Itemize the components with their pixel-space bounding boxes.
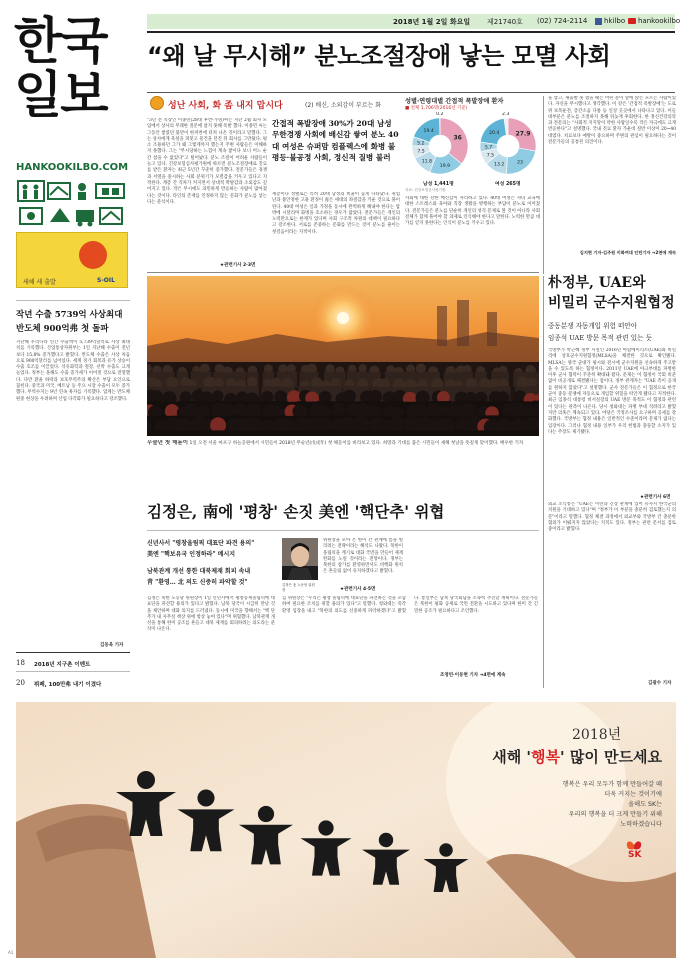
index-page: 20: [16, 679, 25, 687]
pie-value-label: 11.8: [421, 159, 432, 165]
chart-source: 자료: 건강보험심사평가원: [405, 188, 446, 192]
pie-value-label: 19.4: [423, 129, 434, 135]
index-item[interactable]: [16, 656, 130, 672]
date-bar: [147, 14, 681, 29]
ad-slogan-post: ' 많이 만드세요: [560, 748, 662, 766]
chart-title: 성별·연령대별 간접적 폭발장애 환자: [405, 98, 504, 105]
pie-value-label: 0.2: [436, 112, 444, 118]
index-title: 뷔페, 100만弗 내기 이겼다: [34, 682, 102, 688]
masthead-rule: [147, 31, 675, 33]
left-rule: [16, 300, 130, 301]
column-divider: [543, 96, 544, 274]
uae-headline-2[interactable]: 비밀리 군수지원협정: [548, 295, 675, 311]
sk-butterfly-icon: [626, 836, 642, 848]
chart-subtitle: ■ 전체 1,706명(2016년 기준): [405, 106, 468, 111]
uae-sub-1: 중동분쟁 자동개입 위험 떠안아: [548, 322, 638, 330]
family-pictogram-icon: [16, 178, 128, 228]
ad-slogan-pre: 새해 ': [492, 748, 532, 766]
site-url[interactable]: HANKOOKILBO.COM: [16, 162, 129, 173]
uae-sub-2: 임종석 UAE 방문 목적 관련 있는 듯: [548, 334, 652, 342]
pie-value-label: 36: [453, 134, 462, 142]
sk-brand: SK: [628, 850, 642, 860]
pictogram-strip: [16, 178, 128, 228]
page-number: A1: [8, 950, 14, 955]
pie-value-label: 27.9: [515, 130, 531, 138]
nk-related: ★관련기사 4·5면: [340, 587, 376, 592]
main-story-pull-quote: 간접적 폭발장애 30%가 20대 남성 무한경쟁 사회에 배신감 쌓여 분노 40대 여성은 슈퍼맘 컴플렉스에 화병 불평등·불공정 사회, 정신적 질병 불러: [272, 119, 399, 163]
index-page: 18: [16, 659, 25, 667]
sk-advertisement[interactable]: [16, 702, 676, 958]
ad-slogan-emphasis: 행복: [531, 748, 561, 766]
sun-icon: [79, 241, 107, 269]
main-story-column-1: "3년 전 직장인 이종민(28대 후반-가명)씨는 지난 2월 회사 모임에서 상사의 무례한 질문에 참지 못해 폭발 했다. 이종민 씨는 그동안 쌓였던 불만이 한꺼번에 터져 나온 것이라고 말했다. 그는 상사에게 욕설을 퍼붓고 물건을 던진 뒤 회사를 그만뒀다. 평소 조용하던 그가 왜 그렇게까지 했는지 주변 사람들은 이해하지 못했다. 그는 "무시당하는 느낌이 계속 쌓이다 보니 어느 순간 참을 수 없었다"고 털어놨다. 분노 조절이 어려운 사람들이 늘고 있다. 건강보험심사평가원에 따르면 분노조절장애로 진료를 받은 환자는 최근 5년간 꾸준히 증가했다. 전문가들은 경쟁과 서열을 중시하는 사회 분위기가 모멸감을 키우고 있다고 지적한다. 계층 간 격차가 커지면서 상대적 박탈감과 소외감도 깊어지고 있다. 작은 무시에도 과민하게 반응하는 사람이 많아졌다는 것이다. 타인의 존재를 인정하지 않는 문화가 분노를 낳는다는 분석이다.: [147, 118, 267, 205]
nk-body-1: 김정은 북한 노동당 위원장이 1일 신년사에서 평창동계올림픽에 대표단을 파견할 용의가 있다고 밝혔다. 남북 당국이 시급히 만날 것을 제안하며 대화 의지를 드러냈다. 동시에 미국을 향해서는 "핵 단추가 내 사무실 책상 위에 항상 놓여 있다"며 위협했다. 남북관계 개선을 통해 한미 공조를 흔들고 대북 제재를 회피하려는 의도라는 분석이 나온다.: [147, 596, 275, 633]
chart-male-caption: 남성 1,441명: [423, 182, 454, 187]
main-story-column-4: 을 낳고, 새출발 못 했을 때는 어떤 분이 옆에 앉은 모르는 사람이었다. 자신을 무시했다고 생각했다. 이 같은 '간접적 폭발장애'는 도로 위 보복운전, 층간소음 다툼 등 일상 곳곳에서 나타나고 있다. 이들 대부분은 분노를 조절하지 못해 뒤늦게 후회한다. 한 정신건강의학과 전문의는 "사회적 지지망이 약한 사람일수록 작은 자극에도 크게 반응한다"고 설명했다. 국내 진료 환자 가운데 절반 이상이 20~40대였다. 치료보다 예방이 중요하며 주변의 관심이 필요하다는 것이 전문가들의 공통된 의견이다.: [548, 96, 676, 146]
headline-rule: [147, 92, 675, 93]
uae-reporter: 김광수 기자: [648, 681, 672, 686]
pie-value-label: 19.9: [439, 163, 451, 169]
nk-headline[interactable]: 김정은, 南에 '평창' 손짓 美엔 '핵단추' 위협: [147, 502, 445, 521]
export-body: 지난해 우리나라 연간 수출액이 5,739억달러로 사상 최대치를 기록했다. 산업통상자원부는 1일 지난해 수출이 전년보다 15.8% 증가했다고 밝혔다. 반도체 수출은 사상 처음으로 900억달러를 넘어섰다. 세계 경기 회복과 유가 상승이 수출 호조를 이끌었다. 석유화학과 철강, 선박 수출도 크게 늘었다. 정부는 올해도 수출 증가세가 이어질 것으로 전망했다. 다만 환율 하락과 보호무역주의 확산은 부담 요인으로 꼽힌다. 중국과 미국, 베트남 등 주요 시장 수출이 모두 증가했다. 무역수지는 9년 연속 흑자를 기록했다. 업계는 반도체 편중 현상을 우려하며 산업 다각화가 필요하다고 강조했다.: [16, 340, 130, 402]
facebook-handle[interactable]: hkilbo: [604, 17, 626, 25]
series-subtitle: (2) 배신, 소외감이 부르는 화: [305, 102, 381, 109]
nk-sub-1: 신년사서 "평창올림픽 대표단 파견 용의": [147, 540, 255, 547]
pie-value-label: 23: [517, 160, 523, 166]
sponsor-text: 새해 새 출발: [23, 279, 56, 286]
ad-copy-line-5: 노력하겠습니다: [620, 821, 662, 828]
issue-number: 제21740호: [487, 18, 523, 26]
ad-year: 2018년: [572, 727, 622, 743]
ad-copy: [482, 780, 662, 830]
sponsor-banner[interactable]: [16, 232, 128, 288]
nk-sub-4: 靑 "환영… 北 의도 신중히 파악할 것": [147, 579, 248, 586]
index-title: 2018년 지구촌 이벤트: [34, 662, 91, 668]
ad-copy-line-2: 더욱 커지는 것이기에: [604, 791, 662, 798]
nk-body-3: 김 위원장은 "우리는 평창 올림픽에 대표단을 파견하는 것을 포함하여 필요한 조치를 취할 용의가 있다"고 말했다. 청와대는 즉각 환영 입장을 내고 "북한의 의도를 신중하게 파악하겠다"고 밝혔다. 통일부는 남북 당국회담을 조속히 추진할 계획이다. 전문가들은 북한이 평화 공세로 국면 전환을 시도하고 있다며 한미 간 긴밀한 공조가 필요하다고 조언했다.: [282, 596, 538, 614]
pie-value-label: 5.7: [484, 145, 493, 151]
logo-line-2: 일보: [14, 66, 107, 124]
main-story-byline: 김지현 기자·김주원 이화여대 인턴기자 ➔2면에 계속: [579, 250, 676, 255]
sponsor-brand: S-OIL: [97, 277, 115, 284]
nk-body-2: 위원장을 모아 온 한미 간 관계에 틈을 벌리려는 전략이라는 해석도 나왔다. 북한이 올림픽을 계기로 대화 국면을 만들어 제재 완화를 노릴 것이라는 전망이다. 정부는 북한의 참가를 환영하면서도 비핵화 원칙은 흔들림 없이 유지하겠다고 밝혔다.: [323, 538, 403, 575]
kim-portrait: [282, 538, 318, 580]
series-kicker: 성난 사회, 화 좀 내지 맙시다: [168, 101, 283, 111]
phone-number: (02) 724-2114: [537, 17, 588, 25]
crowd-sunrise-image: [147, 276, 539, 436]
ad-copy-line-1: 행복은 우리 모두가 함께 만들어갈 때: [562, 781, 662, 788]
uae-headline-1[interactable]: 朴정부, UAE와: [548, 275, 646, 291]
pie-value-label: 13.2: [494, 162, 505, 168]
export-reporter: 김동욱 기자: [100, 643, 124, 648]
photo-caption-label: 무술년 첫 해돋이: [147, 440, 189, 446]
pie-value-label: 2.3: [501, 112, 510, 118]
issue-date: 2018년 1월 2일 화요일: [393, 18, 471, 26]
pie-value-label: 7.5: [417, 149, 425, 155]
facebook-icon: [595, 18, 602, 25]
main-story-column-2: 계층이나 성별로는 특히 20대 남성의 비율이 높게 나타났다. 취업난과 불안정한 고용 환경이 젊은 세대의 좌절감을 키운 것으로 풀이된다. 40대 여성은 일과 가정을 동시에 완벽하게 해내야 한다는 압박에 시달리며 화병을 호소하는 경우가 많았다. 전문가들은 개인의 노력만으로는 한계가 있다며 사회 구조적 차원의 대책이 필요하다고 강조한다. 서로를 존중하는 문화를 만드는 것이 분노를 줄이는 첫걸음이라는 지적이다.: [272, 192, 400, 235]
ad-slogan: [492, 746, 662, 767]
nk-rule: [147, 530, 539, 531]
index-rule: [16, 652, 130, 653]
main-story-related: ★관련기사 2·3면: [220, 263, 256, 268]
youtube-icon: [628, 18, 636, 24]
sunrise-photo: [147, 276, 539, 436]
export-headline-1[interactable]: 작년 수출 5739억 사상최대: [16, 310, 123, 320]
newspaper-logo: [14, 14, 130, 122]
section-rule-1: [147, 272, 539, 273]
nk-sub-3: 남북관계 개선 통한 대북제재 회피 속내: [147, 568, 251, 575]
nk-sub-2: 美엔 "핵보유국 인정하라" 메시지: [147, 551, 236, 558]
logo-line-1: 한국: [14, 12, 107, 70]
nk-reporter: 조영빈·이동현 기자 ➔4면에 계속: [440, 673, 506, 678]
uae-body-2: 외교 소식통은 "UAE는 이란과 긴장 관계에 있어 유사시 한국군의 지원을 기대하고 있다"며 "정부가 이 부분을 충분히 검토했는지 의문"이라고 말했다. 협정 체결 과정에서 외교부와 국방부 간 충분한 협의가 이뤄지지 않았다는 지적도 있다. 정부는 관련 문서를 검토 중이라고 밝혔다.: [548, 502, 676, 533]
youtube-handle[interactable]: hankookilbo: [638, 17, 681, 25]
index-item[interactable]: [16, 676, 130, 692]
portrait-image: [282, 538, 318, 580]
kim-portrait-caption: 김정은 北 노동당 위원장: [282, 583, 315, 592]
pie-value-label: 7.5: [486, 153, 495, 159]
chart-female-caption: 여성 265명: [495, 182, 521, 187]
main-story-column-3: 사회에 대한 강한 배신감이 자리하고 있다. 40대 여성은 자녀 교육에 대한 스트레스와 육아와 직장 생활을 병행하는 부담이 분노로 이어졌다. 전문가들은 분노를 단순히 개인의 성격 문제로 볼 것이 아니라 사회 전체가 함께 풀어야 할 과제로 인식해야 한다고 말한다. 노력한 만큼 대가를 얻지 못한다는 인식이 분노를 키우고 있다.: [405, 196, 540, 227]
photo-caption-text: 1일 오전 서울 마포구 하늘공원에서 시민들이 2018년 무술년(戊戌年) 첫 해돋이를 바라보고 있다. 희망과 기대를 품은 시민들이 새해 첫날을 뜻깊게 맞이했다. 배우한 기자: [189, 441, 524, 446]
uae-body: 국방부가 박근혜 정부 시절인 2016년 아랍에미리트(UAE)와 비밀리에 상호군수지원협정(MLSA)을 체결한 것으로 확인됐다. MLSA는 양국 군대가 평시와 전시에 군수지원을 신속하게 주고받을 수 있도록 하는 협정이다. 2011년 UAE에 아크부대를 파병한 이후 군사 협력이 꾸준히 확대돼 왔다. 문제는 이 협정이 국회 비준 없이 비공개로 체결됐다는 점이다. 정부 관계자는 "UAE 측이 공개를 원하지 않았다"고 설명했다. 군사 전문가들은 이 협정으로 한국군이 중동 분쟁에 자동으로 개입할 위험을 떠안게 됐다고 지적한다. 최근 임종석 대통령 비서실장의 UAE 방문 목적도 이 협정과 관련이 있다는 관측이 나온다. 당시 청와대는 파병 부대 격려라고 밝혔지만 의혹은 계속되고 있다. 야당은 국정조사를 요구하며 공세를 강화했다. 국방부는 협정 내용은 일반적인 수준이라며 문제가 없다는 입장이다. 그러나 협정 내용 일부가 우리 헌법과 충돌할 소지가 있다는 주장도 제기됐다.: [548, 348, 676, 435]
pie-value-label: 20.4: [489, 131, 500, 137]
ad-copy-line-4: 우리의 행복을 더 크게 만들기 위해: [568, 811, 662, 818]
photo-caption: [147, 440, 539, 454]
main-headline[interactable]: “왜 날 무시해” 분노조절장애 낳는 모멸 사회: [147, 42, 611, 70]
pie-value-label: 5.2: [417, 141, 425, 147]
uae-related: ★관련기사 6면: [640, 495, 671, 500]
export-headline-2[interactable]: 반도체 900억弗 첫 돌파: [16, 324, 109, 334]
uae-divider: [543, 276, 544, 688]
ad-copy-line-3: 올해도 SK는: [628, 801, 662, 808]
angry-face-icon: [150, 96, 164, 110]
